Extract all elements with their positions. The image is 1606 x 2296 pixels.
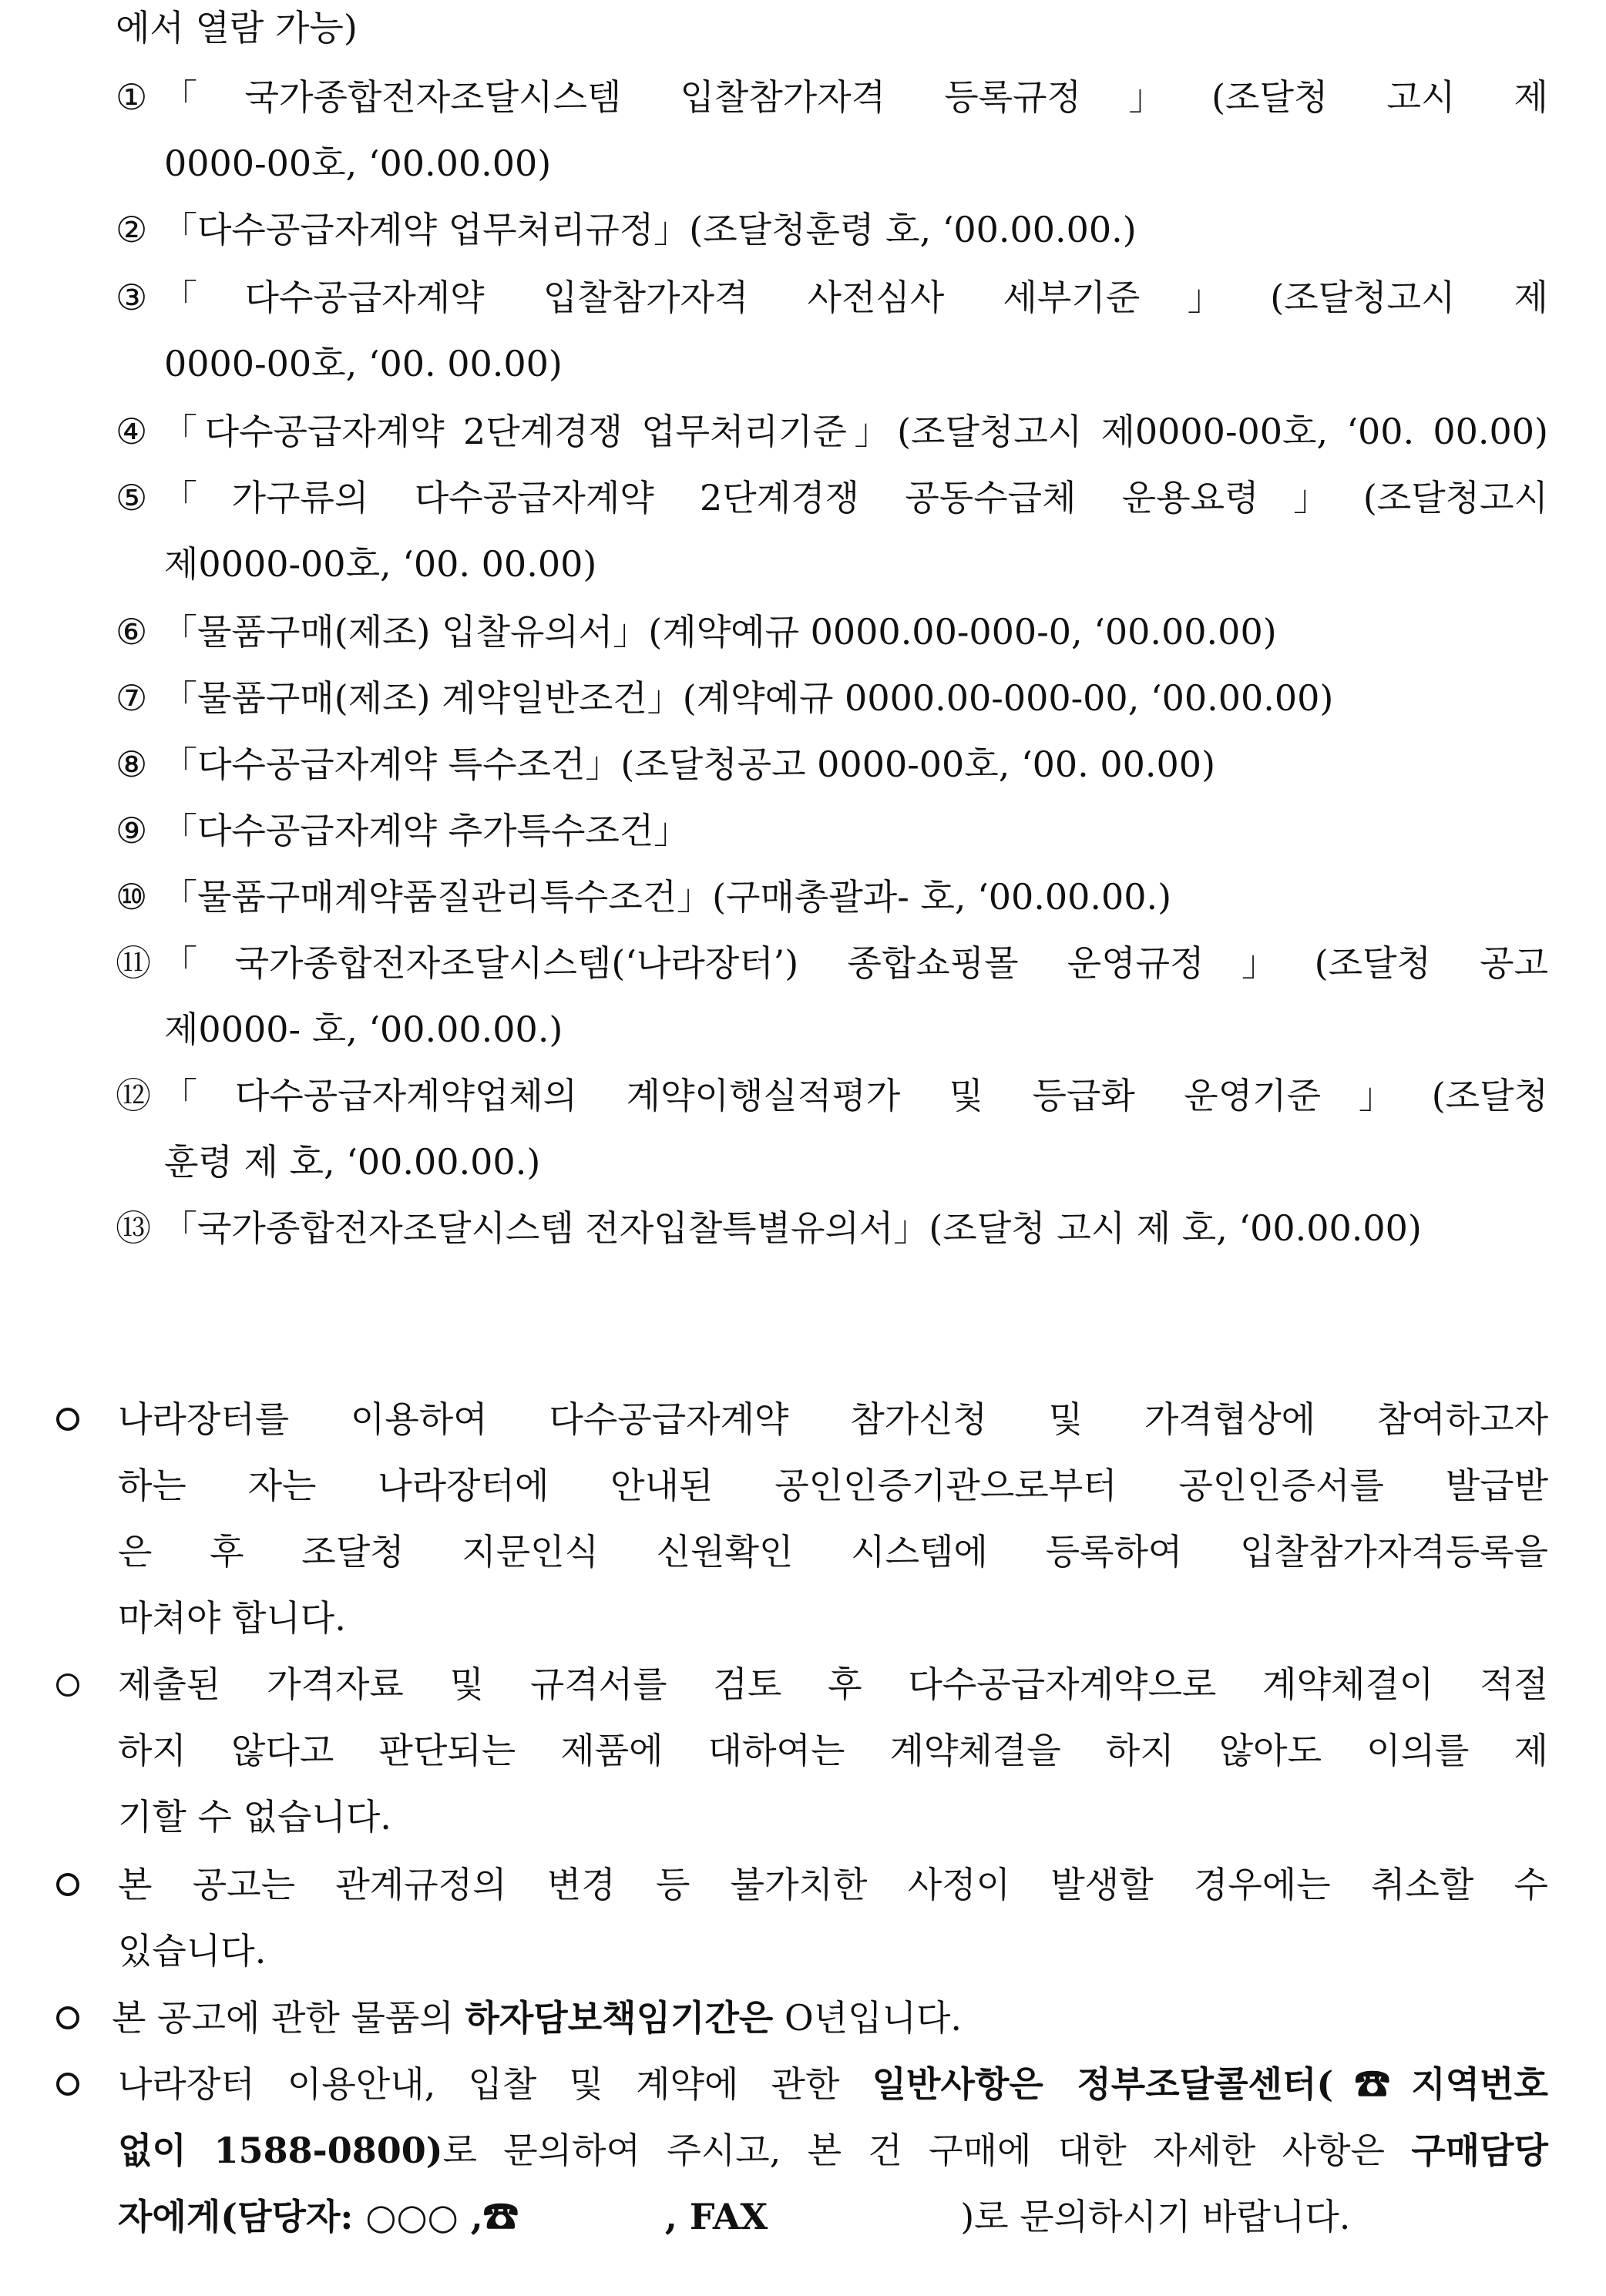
ref-item-continued: 제0000-00호, ‘00. 00.00) — [164, 543, 597, 585]
notice-emphasis: 하자담보책임기간은 — [465, 1997, 774, 2039]
bullet-circle-icon — [56, 2006, 79, 2029]
ref-item: 「가구류의 다수공급자계약 2단계경쟁 공동수급체 운용요령」(조달청고시 — [162, 477, 1548, 519]
bullet-circle-icon — [56, 1408, 79, 1431]
notice-line: 본 공고는 관계규정의 변경 등 불가치한 사정이 발생할 경우에는 취소할 수 — [118, 1864, 1548, 1905]
notice-line — [112, 1995, 1606, 2041]
ref-number: ⑨ — [116, 810, 148, 851]
notice-line — [118, 2061, 1548, 2107]
ref-item: 「다수공급자계약업체의 계약이행실적평가 및 등급화 운영기준」(조달청 — [162, 1075, 1548, 1116]
ref-number: ⑥ — [116, 611, 148, 653]
notice-line: 기할 수 없습니다. — [118, 1796, 391, 1838]
notice-line: 은 후 조달청 지문인식 신원확인 시스템에 등록하여 입찰참가자격등록을 — [118, 1531, 1548, 1573]
ref-number: ⑪ — [116, 942, 151, 984]
ref-number: ⑤ — [116, 477, 148, 519]
bullet-circle-icon — [56, 2073, 79, 2096]
notice-line — [118, 2127, 1548, 2173]
notice-line: 제출된 가격자료 및 규격서를 검토 후 다수공급자계약으로 계약체결이 적절 — [118, 1663, 1548, 1705]
ref-number: ⑩ — [116, 876, 148, 918]
ref-item-continued: 0000-00호, ‘00. 00.00) — [164, 343, 563, 384]
ref-item: 「다수공급자계약 업무처리규정」(조달청훈령 호, ‘00.00.00.) — [162, 209, 1137, 250]
ref-item: 「다수공급자계약 2단계경쟁 업무처리기준」(조달청고시 제0000-00호, ‘00. 00.00) — [162, 411, 1548, 452]
ref-number: ⑧ — [116, 744, 148, 785]
notice-text: 로 문의하여 주시고, 본 건 구매에 대한 자세한 사항은 — [442, 2130, 1412, 2171]
notice-line: 하지 않다고 판단되는 제품에 대하여는 계약체결을 하지 않아도 이의를 제 — [118, 1730, 1548, 1771]
notice-text: 본 공고에 관한 물품의 — [112, 1997, 465, 2039]
ref-number: ③ — [116, 277, 148, 318]
notice-line — [118, 2194, 1606, 2240]
ref-item: 「국가종합전자조달시스템 전자입찰특별유의서」(조달청 고시 제 호, ‘00.00.00) — [162, 1207, 1422, 1249]
ref-number: ⑫ — [116, 1075, 151, 1116]
notice-emphasis: 구매담당 — [1411, 2130, 1548, 2171]
notice-line: 마쳐야 합니다. — [118, 1597, 346, 1639]
notice-emphasis: 없이 1588-0800) — [118, 2130, 443, 2171]
ref-item: 「다수공급자계약 추가특수조건」 — [162, 810, 690, 851]
notice-text: )로 문의하시기 바랍니다. — [960, 2196, 1351, 2237]
notice-text: O년입니다. — [773, 1997, 963, 2039]
notice-emphasis: , FAX — [664, 2196, 768, 2237]
ref-number: ④ — [116, 411, 148, 452]
notice-text: 나라장터 이용안내, 입찰 및 계약에 관한 — [118, 2063, 872, 2105]
continuation-line: 에서 열람 가능) — [116, 7, 358, 49]
ref-item-continued: 0000-00호, ‘00.00.00) — [164, 143, 552, 184]
notice-emphasis: 자에게(담당자: ○○○ ,☎ — [118, 2196, 519, 2237]
ref-item: 「물품구매(제조) 계약일반조건」(계약예규 0000.00-000-00, ‘00.00.00) — [162, 677, 1334, 719]
bullet-circle-icon — [56, 1873, 79, 1896]
ref-number: ② — [116, 209, 148, 250]
ref-item: 「다수공급자계약 입찰참가자격 사전심사 세부기준」(조달청고시 제 — [162, 277, 1548, 318]
ref-number: ① — [116, 76, 148, 118]
ref-number: ⑦ — [116, 677, 148, 719]
ref-item-continued: 제0000- 호, ‘00.00.00.) — [164, 1009, 563, 1050]
ref-item: 「물품구매계약품질관리특수조건」(구매총괄과- 호, ‘00.00.00.) — [162, 876, 1172, 918]
ref-item: 「다수공급자계약 특수조건」(조달청공고 0000-00호, ‘00. 00.00) — [162, 744, 1216, 785]
ref-item: 「국가종합전자조달시스템(‘나라장터’) 종합쇼핑몰 운영규정」(조달청 공고 — [162, 942, 1548, 984]
notice-line: 있습니다. — [118, 1930, 267, 1972]
bullet-circle-icon — [56, 1673, 79, 1697]
notice-line: 하는 자는 나라장터에 안내된 공인인증기관으로부터 공인인증서를 발급받 — [118, 1465, 1548, 1506]
notice-emphasis: 일반사항은 정부조달콜센터(☎지역번호 — [872, 2063, 1548, 2105]
ref-number: ⑬ — [116, 1207, 151, 1249]
ref-item-continued: 훈령 제 호, ‘00.00.00.) — [164, 1141, 541, 1183]
notice-line: 나라장터를 이용하여 다수공급자계약 참가신청 및 가격협상에 참여하고자 — [118, 1398, 1548, 1440]
ref-item: 「물품구매(제조) 입찰유의서」(계약예규 0000.00-000-0, ‘00.00.00) — [162, 611, 1277, 653]
ref-item: 「국가종합전자조달시스템 입찰참가자격 등록규정」(조달청 고시 제 — [162, 76, 1548, 118]
